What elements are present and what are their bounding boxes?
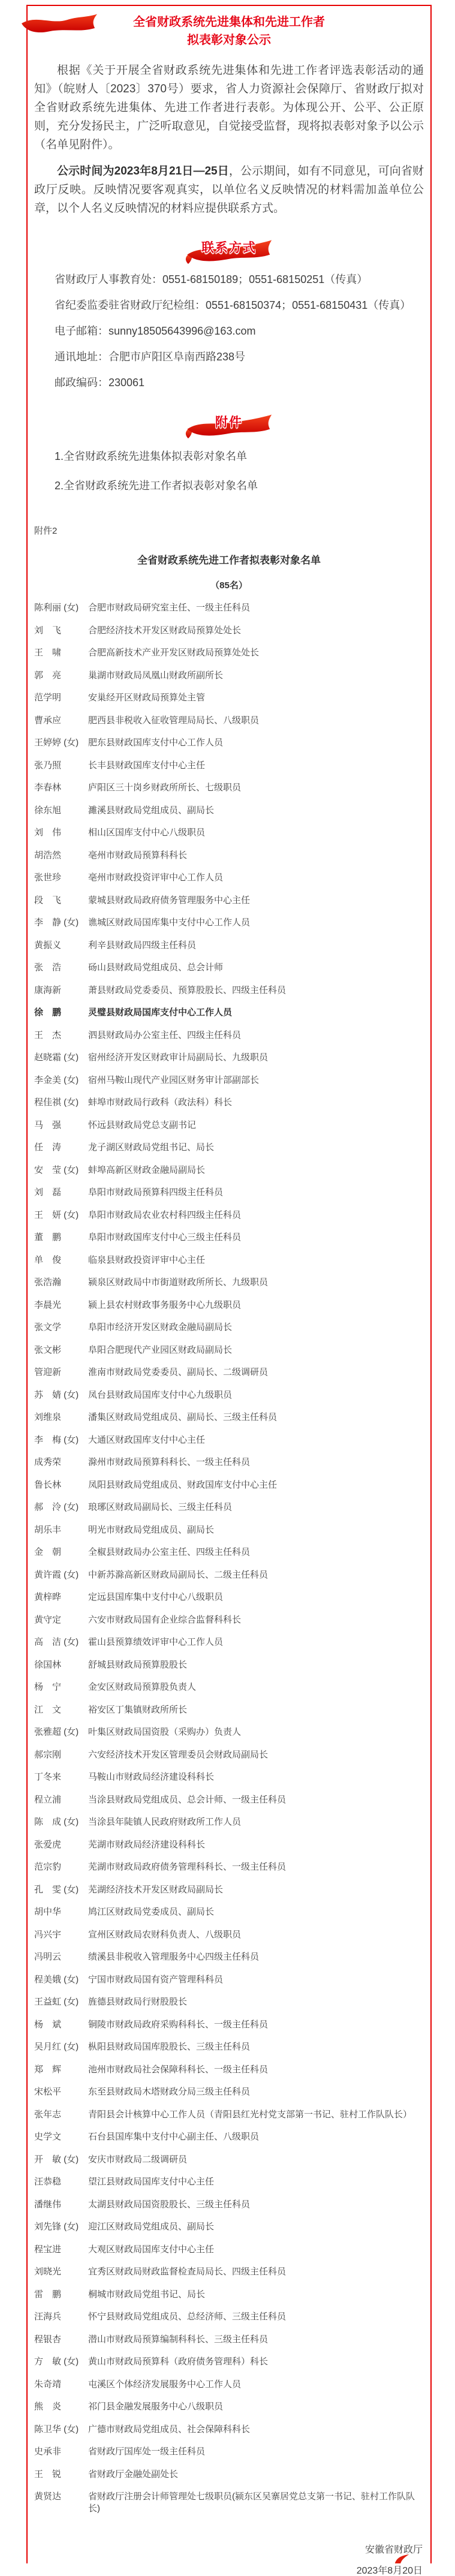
roster-position: 阜阳市财政国库支付中心三级主任科员 xyxy=(88,1232,242,1242)
roster-position: 青阳县会计核算中心工作人员（青阳县红光村党支部第一书记、驻村工作队队长） xyxy=(88,2109,412,2120)
roster-position: 叶集区财政局国资股（采购办）负责人 xyxy=(88,1727,242,1737)
roster-name: 苏 婧 (女) xyxy=(34,1389,79,1400)
roster-name: 张雅超 (女) xyxy=(34,1727,79,1737)
roster-row xyxy=(34,602,424,625)
signature-block xyxy=(34,2545,424,2576)
roster-name: 鲁长林 xyxy=(34,1479,62,1490)
roster-row xyxy=(34,1007,424,1030)
roster-name: 黄守定 xyxy=(34,1614,62,1625)
roster-position: 宿州经济开发区财政审计局副局长、九级职员 xyxy=(88,1052,269,1063)
roster-name: 张世珍 xyxy=(34,872,62,883)
roster-name: 汪恭稳 xyxy=(34,2177,62,2187)
roster-position: 颍泉区财政局中市街道财政所所长、九级职员 xyxy=(88,1277,269,1287)
roster-row xyxy=(34,1232,424,1254)
roster-name: 李 梅 (女) xyxy=(34,1434,79,1445)
roster-name: 程立浦 xyxy=(34,1794,62,1805)
roster-position: 宣州区财政局农财科负责人、八级职员 xyxy=(88,1929,242,1940)
roster-name: 金 朝 xyxy=(34,1547,62,1557)
roster-name: 方 敏 (女) xyxy=(34,2357,79,2367)
roster-name: 任 涛 xyxy=(34,1142,62,1152)
roster-position: 凤阳县财政局党组成员、财政国库支付中心主任 xyxy=(88,1479,278,1490)
roster-position: 亳州市财政投资评审中心工作人员 xyxy=(88,872,224,883)
roster-name: 宋松平 xyxy=(34,2087,62,2097)
roster-row xyxy=(34,1501,424,1524)
roster-name: 王 锐 xyxy=(34,2469,62,2479)
roster-row xyxy=(34,1030,424,1052)
roster-position: 黄山市财政局预算科（政府债务管理科）科长 xyxy=(88,2357,269,2367)
roster-name: 程宝进 xyxy=(34,2244,62,2255)
roster-name: 范宗豹 xyxy=(34,1862,62,1872)
roster-position: 合肥市财政局研究室主任、一级主任科员 xyxy=(88,603,251,613)
roster-row xyxy=(34,715,424,738)
roster-position: 定远县国库集中支付中心八级职员 xyxy=(88,1592,224,1602)
roster-position: 石台县国库集中支付中心副主任、八级职员 xyxy=(88,2132,260,2142)
roster-name: 陈卫华 (女) xyxy=(34,2424,79,2434)
roster-position: 望江县财政局国库支付中心主任 xyxy=(88,2177,215,2187)
roster-position: 灵璧县财政局国库支付中心工作人员 xyxy=(88,1007,233,1018)
roster-name: 朱奇靖 xyxy=(34,2379,62,2390)
roster-name: 高 洁 (女) xyxy=(34,1637,79,1647)
roster-position: 芜湖市财政局政府债务管理科科长、一级主任科员 xyxy=(88,1862,287,1872)
roster-position: 萧县财政局党委委员、预算股股长、四级主任科员 xyxy=(88,985,287,995)
roster-position: 怀远县财政局党总支副书记 xyxy=(88,1120,197,1130)
roster-row xyxy=(34,2199,424,2222)
roster-position: 砀山县财政局党组成员、总会计师 xyxy=(88,962,224,973)
roster-position: 芜湖经济技术开发区财政局副局长 xyxy=(88,1884,224,1895)
roster-name: 郑 辉 xyxy=(34,2064,62,2075)
roster-name: 吴月红 (女) xyxy=(34,2042,79,2052)
roster-row xyxy=(34,2064,424,2087)
roster-name: 史学文 xyxy=(34,2132,62,2142)
roster-name: 丁冬来 xyxy=(34,1772,62,1782)
roster-name: 孔 雯 (女) xyxy=(34,1884,79,1895)
roster-row xyxy=(34,2154,424,2177)
roster-position: 芜湖市财政局经济建设科科长 xyxy=(88,1839,206,1850)
roster-name: 江 文 xyxy=(34,1704,62,1715)
roster-row xyxy=(34,2019,424,2042)
roster-position: 阜阳市财政局农业农村科四级主任科员 xyxy=(88,1209,242,1220)
roster-name: 李金美 (女) xyxy=(34,1075,79,1085)
roster-name: 程银杏 xyxy=(34,2334,62,2345)
roster-name: 黄振义 xyxy=(34,940,62,950)
roster-name: 冯明云 xyxy=(34,1952,62,1962)
contact-line: 电子邮箱：sunny18505643996@163.com xyxy=(55,325,256,337)
issuing-authority: 安徽省财政厅 xyxy=(364,2544,423,2555)
roster-name: 熊 炎 xyxy=(34,2402,62,2412)
roster-position: 东至县财政局木塔财政分局三级主任科员 xyxy=(88,2087,251,2097)
roster-row xyxy=(34,1434,424,1457)
roster-name: 徐国林 xyxy=(34,1659,62,1670)
roster-name: 康海新 xyxy=(34,985,62,995)
roster-name: 刘维泉 xyxy=(34,1412,62,1422)
roster-position: 合肥高新技术产业开发区财政局预算处处长 xyxy=(88,648,260,658)
roster-position: 大观区财政局国库支付中心主任 xyxy=(88,2244,215,2255)
roster-row xyxy=(34,1569,424,1592)
roster-position: 宜秀区财政局财政监督检查局局长、四级主任科员 xyxy=(88,2267,287,2277)
contact-line: 省财政厅人事教育处：0551-68150189；0551-68150251（传真） xyxy=(55,273,368,285)
roster-row xyxy=(34,737,424,760)
roster-position: 淮南市财政局党委委员、副局长、二级调研员 xyxy=(88,1367,269,1377)
roster-row xyxy=(34,2266,424,2289)
roster-position: 宁国市财政局国有资产管理科科员 xyxy=(88,1974,224,1985)
roster-name: 张爱虎 xyxy=(34,1839,62,1850)
roster-row xyxy=(34,1794,424,1817)
roster-position: 霍山县预算绩效评审中心工作人员 xyxy=(88,1637,224,1647)
roster-name: 王 啸 xyxy=(34,648,62,658)
roster-name: 曹承应 xyxy=(34,715,62,726)
roster-row xyxy=(34,1974,424,1997)
roster-row xyxy=(34,647,424,670)
roster-position: 中新苏滁高新区财政局副局长、二级主任科员 xyxy=(88,1569,269,1580)
roster-row xyxy=(34,895,424,917)
roster-row xyxy=(34,625,424,648)
roster-name: 王 杰 xyxy=(34,1030,62,1040)
roster-name: 胡中华 xyxy=(34,1907,62,1917)
roster-row xyxy=(34,1614,424,1637)
roster-row xyxy=(34,1456,424,1479)
notice-period-paragraph xyxy=(34,162,424,218)
page-title-line2: 拟表彰对象公示 xyxy=(187,34,271,47)
roster-position: 蚌埠市财政局行政科（政法科）科长 xyxy=(88,1097,233,1108)
roster-row xyxy=(34,2379,424,2402)
attachment-banner xyxy=(176,408,282,440)
roster-name: 成秀荣 xyxy=(34,1457,62,1467)
roster-name: 张乃照 xyxy=(34,760,62,771)
roster-name: 潘继伟 xyxy=(34,2199,62,2210)
roster-row xyxy=(34,2176,424,2199)
roster-row xyxy=(34,1075,424,1097)
roster-row xyxy=(34,2356,424,2379)
roster-position: 滁州市财政局预算科科长、一级主任科员 xyxy=(88,1457,251,1467)
roster-position: 省财政厅金融处副处长 xyxy=(88,2469,179,2479)
notice-period-rest: ，公示期间，如有不同意见，可向省财政厅反映。反映情况要客观真实，以单位名义反映情况的材料需加盖单位公章，以个人名义反映情况的材料应提供联系方式。 xyxy=(34,165,424,215)
roster-name: 黄许霞 (女) xyxy=(34,1569,79,1580)
roster-name: 安 莹 (女) xyxy=(34,1164,79,1175)
roster-position: 当涂县年陡镇人民政府财政所工作人员 xyxy=(88,1817,242,1827)
contact-lines xyxy=(34,274,424,389)
roster-position: 屯溪区个体经济发展服务中心工作人员 xyxy=(88,2379,242,2390)
roster-row xyxy=(34,962,424,985)
roster-position: 鸠江区财政局党委成员、副局长 xyxy=(88,1907,215,1917)
roster-position: 六安市财政局国有企业综合监督科科长 xyxy=(88,1614,242,1625)
attachment-link[interactable]: 1.全省财政系统先进集体拟表彰对象名单 xyxy=(55,450,248,462)
roster-name: 黄梓晔 xyxy=(34,1592,62,1602)
roster-position: 枞阳县财政局国库股股长、三级主任科员 xyxy=(88,2042,251,2052)
roster-position: 金安区财政局预算股负责人 xyxy=(88,1682,197,1692)
roster-position: 长丰县财政国库支付中心主任 xyxy=(88,760,206,771)
roster-position: 合肥经济技术开发区财政局预算处处长 xyxy=(88,625,242,636)
roster-row xyxy=(34,850,424,872)
roster-row xyxy=(34,1344,424,1367)
roster-name: 单 俊 xyxy=(34,1254,62,1265)
roster-position: 宿州马鞍山现代产业园区财务审计部副部长 xyxy=(88,1075,260,1085)
roster-row xyxy=(34,1906,424,1929)
roster-position: 安庆市财政局二级调研员 xyxy=(88,2154,188,2165)
roster-row xyxy=(34,985,424,1007)
roster-row xyxy=(34,2289,424,2312)
roster-name: 刘先锋 (女) xyxy=(34,2222,79,2232)
roster-row xyxy=(34,1771,424,1794)
roster-position: 桐城市财政局党组书记、局长 xyxy=(88,2289,206,2300)
contact-line: 邮政编码：230061 xyxy=(55,377,145,389)
roster-position: 颍上县农村财政事务服务中心九级职员 xyxy=(88,1299,242,1310)
roster-row xyxy=(34,1996,424,2019)
roster-position: 六安经济技术开发区管理委员会财政局副局长 xyxy=(88,1749,269,1760)
page-title-line1: 全省财政系统先进集体和先进工作者 xyxy=(133,16,325,29)
roster-row xyxy=(34,1726,424,1749)
roster-position: 潘集区财政局党组成员、副局长、三级主任科员 xyxy=(88,1412,278,1422)
roster-name: 张文彬 xyxy=(34,1344,62,1355)
roster-name: 胡浩然 xyxy=(34,850,62,860)
roster-name: 陈利丽 (女) xyxy=(34,603,79,613)
roster-position: 大通区财政国库支付中心主任 xyxy=(88,1434,206,1445)
roster-name: 开 敏 (女) xyxy=(34,2154,79,2165)
bottom-ribbon-icon xyxy=(393,2554,411,2563)
roster-position: 广德市财政局党组成员、社会保障科科长 xyxy=(88,2424,251,2434)
attachment-banner-label: 附件 xyxy=(215,416,243,429)
contact-line: 省纪委监委驻省财政厅纪检组：0551-68150374；0551-68150431（传真） xyxy=(55,299,411,311)
roster-name: 黄贤达 xyxy=(34,2491,62,2502)
roster-position: 马鞍山市财政局经济建设科科长 xyxy=(88,1772,215,1782)
roster-row xyxy=(34,1861,424,1884)
roster-count: （85名） xyxy=(210,580,248,591)
roster-row xyxy=(34,1659,424,1682)
roster-position: 当涂县财政局党组成员、总会计师、一级主任科员 xyxy=(88,1794,287,1805)
roster-name: 程佳祺 (女) xyxy=(34,1097,79,1108)
roster-row xyxy=(34,2244,424,2267)
roster-row xyxy=(34,760,424,783)
roster-row xyxy=(34,1120,424,1142)
roster-row xyxy=(34,1704,424,1727)
roster-position: 利辛县财政局四级主任科员 xyxy=(88,940,197,950)
roster-row xyxy=(34,1299,424,1322)
roster-name: 杨 斌 xyxy=(34,2019,62,2030)
roster-position: 临泉县财政投资评审中心主任 xyxy=(88,1254,206,1265)
roster-position: 蚌埠高新区财政金融局副局长 xyxy=(88,1164,206,1175)
roster-name: 郝宗刚 xyxy=(34,1749,62,1760)
roster-row xyxy=(34,670,424,693)
roster-row xyxy=(34,827,424,850)
roster-row xyxy=(34,2401,424,2424)
roster-row xyxy=(34,2491,424,2514)
attachment-link[interactable]: 2.全省财政系统先进工作者拟表彰对象名单 xyxy=(55,480,258,492)
roster-row xyxy=(34,782,424,805)
roster-row xyxy=(34,1839,424,1862)
roster-position: 亳州市财政局预算科科长 xyxy=(88,850,188,860)
roster-row xyxy=(34,1816,424,1839)
roster-name: 王 妍 (女) xyxy=(34,1209,79,1220)
roster-name: 李晨光 xyxy=(34,1299,62,1310)
roster-position: 濉溪县财政局党组成员、副局长 xyxy=(88,805,215,815)
roster-position: 池州市财政局社会保障科科长、一级主任科员 xyxy=(88,2064,269,2075)
roster-title: 全省财政系统先进工作者拟表彰对象名单 xyxy=(137,555,321,566)
contact-banner xyxy=(176,233,282,266)
roster-name: 陈 成 (女) xyxy=(34,1817,79,1827)
roster-row xyxy=(34,1929,424,1952)
roster-position: 谯城区财政局国库集中支付中心工作人员 xyxy=(88,917,251,928)
roster-row xyxy=(34,1052,424,1075)
notice-period-dates: 公示时间为2023年8月21日—25日 xyxy=(57,165,229,177)
attachment-links xyxy=(34,451,424,492)
roster-row xyxy=(34,1367,424,1389)
annex2-label: 附件2 xyxy=(34,526,58,536)
roster-row xyxy=(34,1636,424,1659)
roster-row xyxy=(34,1322,424,1344)
roster-name: 刘 磊 xyxy=(34,1187,62,1197)
roster-name: 管迎新 xyxy=(34,1367,62,1377)
roster-position: 安巢经开区财政局预算处主管 xyxy=(88,693,206,703)
roster-name: 赵晓霜 (女) xyxy=(34,1052,79,1063)
roster-row xyxy=(34,2424,424,2446)
contact-banner-label: 联系方式 xyxy=(201,241,257,255)
roster-position: 祁门县金融发展服务中心八级职员 xyxy=(88,2402,224,2412)
roster-name: 范学明 xyxy=(34,693,62,703)
roster-row xyxy=(34,1209,424,1232)
roster-row xyxy=(34,1187,424,1209)
roster-position: 阜阳市经济开发区财政金融局副局长 xyxy=(88,1322,233,1332)
issue-date: 2023年8月20日 xyxy=(356,2565,423,2576)
roster-name: 杨 宁 xyxy=(34,1682,62,1692)
roster-row xyxy=(34,1749,424,1772)
roster-row xyxy=(34,2109,424,2132)
roster-name: 汪海兵 xyxy=(34,2312,62,2322)
roster-row xyxy=(34,1142,424,1164)
roster-row xyxy=(34,872,424,895)
roster-row xyxy=(34,2041,424,2064)
roster-position: 潜山市财政局预算编制科科长、三级主任科员 xyxy=(88,2334,269,2345)
roster-position: 省财政厅国库处一级主任科员 xyxy=(88,2446,206,2457)
roster-position: 琅琊区财政局副局长、三级主任科员 xyxy=(88,1502,233,1512)
roster-name: 雷 鹏 xyxy=(34,2289,62,2300)
roster-position: 怀宁县财政局党组成员、总经济师、三级主任科员 xyxy=(88,2312,287,2322)
roster-name: 张文学 xyxy=(34,1322,62,1332)
roster-name: 张 浩 xyxy=(34,962,62,973)
roster-row xyxy=(34,1591,424,1614)
roster-row xyxy=(34,692,424,715)
roster-position: 龙子湖区财政局党组书记、局长 xyxy=(88,1142,215,1152)
roster-position: 蒙城县财政局政府债务管理服务中心主任 xyxy=(88,895,251,905)
roster-name: 徐东旭 xyxy=(34,805,62,815)
roster-row xyxy=(34,1097,424,1120)
roster-name: 董 鹏 xyxy=(34,1232,62,1242)
roster-position: 裕安区丁集镇财政所所长 xyxy=(88,1704,188,1715)
roster-row xyxy=(34,2131,424,2154)
roster-name: 徐 鹏 xyxy=(34,1007,62,1018)
roster-name: 史承非 xyxy=(34,2446,62,2457)
roster-row xyxy=(34,1164,424,1187)
roster-row xyxy=(34,805,424,827)
roster-name: 郝 泠 (女) xyxy=(34,1502,79,1512)
roster-name: 冯兴宇 xyxy=(34,1929,62,1940)
roster-position: 舒城县财政局预算股股长 xyxy=(88,1659,188,1670)
roster-name: 胡乐丰 xyxy=(34,1524,62,1535)
roster-row xyxy=(34,2221,424,2244)
roster-row xyxy=(34,1546,424,1569)
roster-name: 王婷婷 (女) xyxy=(34,738,79,748)
roster-name: 李春林 xyxy=(34,783,62,793)
roster-name: 刘 飞 xyxy=(34,625,62,636)
roster-name: 张浩瀚 xyxy=(34,1277,62,1287)
roster-position: 旌德县财政局行财股股长 xyxy=(88,1997,188,2007)
roster-position: 泗县财政局办公室主任、四级主任科员 xyxy=(88,1030,242,1040)
roster-row xyxy=(34,1951,424,1974)
roster-row xyxy=(34,2446,424,2469)
roster-name: 马 强 xyxy=(34,1120,62,1130)
roster-row xyxy=(34,2334,424,2357)
roster-position: 迎江区财政局党组成员、副局长 xyxy=(88,2222,215,2232)
roster-name: 王益虹 (女) xyxy=(34,1997,79,2007)
roster-name: 程美娥 (女) xyxy=(34,1974,79,1985)
roster-position: 阜阳合肥现代产业园区财政局副局长 xyxy=(88,1344,233,1355)
roster-row xyxy=(34,1277,424,1299)
document-content xyxy=(34,0,424,2576)
roster-name: 张年志 xyxy=(34,2109,62,2120)
roster-position: 相山区国库支付中心八级职员 xyxy=(88,827,206,838)
roster-name: 段 飞 xyxy=(34,895,62,905)
roster-position: 巢湖市财政局凤凰山财政所副所长 xyxy=(88,670,224,681)
roster-list xyxy=(34,602,424,2514)
roster-row xyxy=(34,940,424,962)
roster-name: 郭 亮 xyxy=(34,670,62,681)
roster-position: 肥西县非税收入征收管理局局长、八级职员 xyxy=(88,715,260,726)
roster-row xyxy=(34,1524,424,1547)
roster-row xyxy=(34,2086,424,2109)
roster-row xyxy=(34,1412,424,1434)
roster-position: 绩溪县非税收入管理服务中心四级主任科员 xyxy=(88,1952,260,1962)
roster-position: 省财政厅注册会计师管理处七级职员(颍东区吴寨居党总支第一书记、驻村工作队队长) xyxy=(88,2491,415,2514)
roster-row xyxy=(34,2469,424,2491)
roster-row xyxy=(34,1254,424,1277)
roster-name: 刘晓光 xyxy=(34,2267,62,2277)
roster-row xyxy=(34,1389,424,1412)
roster-position: 全椒县财政局办公室主任、四级主任科员 xyxy=(88,1547,251,1557)
roster-row xyxy=(34,1681,424,1704)
roster-position: 明光市财政局党组成员、副局长 xyxy=(88,1524,215,1535)
roster-position: 阜阳市财政局预算科四级主任科员 xyxy=(88,1187,224,1197)
roster-row xyxy=(34,1884,424,1907)
page-title xyxy=(34,13,424,49)
intro-paragraph: 根据《关于开展全省财政系统先进集体和先进工作者评选表彰活动的通知》（皖财人〔2023〕370号）要求，省人力资源社会保障厅、省财政厅拟对全省财政系统先进集体、先进工作者进行表彰。为体现公开、公平、公正原则，充分发扬民主，广泛听取意见，自觉接受监督，现将拟表彰对象予以公示（名单见附件）。 xyxy=(34,64,424,151)
roster-position: 凤台县财政局国库支付中心九级职员 xyxy=(88,1389,233,1400)
roster-position: 庐阳区三十岗乡财政所所长、七级职员 xyxy=(88,783,242,793)
roster-row xyxy=(34,917,424,940)
roster-position: 太湖县财政局国资股股长、三级主任科员 xyxy=(88,2199,251,2210)
roster-position: 肥东县财政国库支付中心工作人员 xyxy=(88,738,224,748)
roster-row xyxy=(34,2311,424,2334)
roster-row xyxy=(34,1479,424,1502)
roster-name: 李 静 (女) xyxy=(34,917,79,928)
contact-line: 通讯地址：合肥市庐阳区阜南西路238号 xyxy=(55,351,246,363)
roster-position: 铜陵市财政局政府采购科科长、一级主任科员 xyxy=(88,2019,269,2030)
roster-name: 刘 伟 xyxy=(34,827,62,838)
